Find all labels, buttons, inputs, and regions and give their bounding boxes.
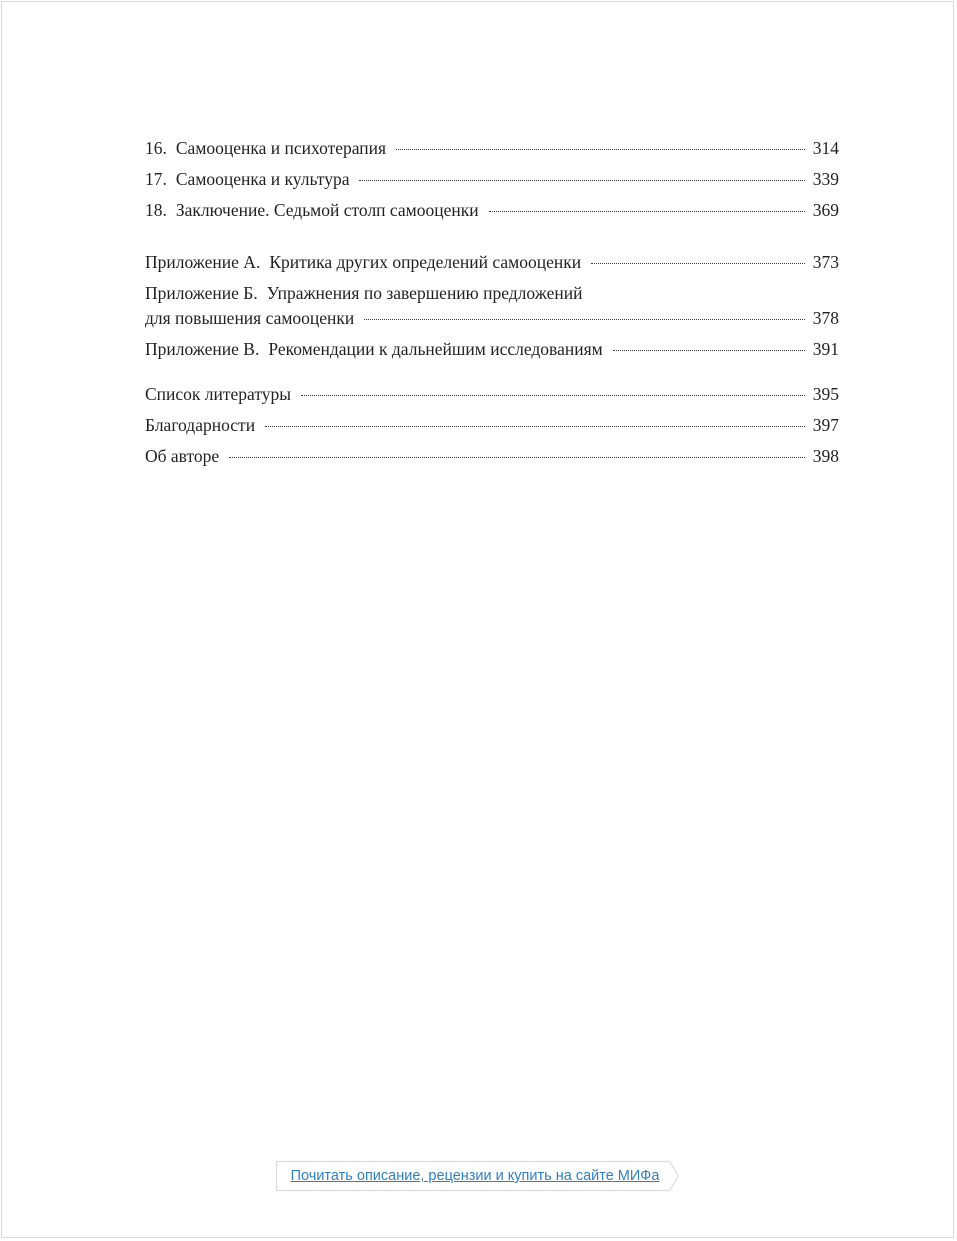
page-number: 369	[812, 200, 839, 220]
table-of-contents	[145, 137, 839, 467]
appendix-label: Приложение Б.	[145, 283, 258, 303]
chapter-number: 18.	[145, 200, 167, 220]
dot-leader	[364, 319, 804, 320]
dot-leader	[489, 211, 805, 212]
toc-entry-appendix-b[interactable]	[145, 282, 839, 329]
toc-entry-bibliography[interactable]	[145, 383, 839, 405]
appendix-title: Рекомендации к дальнейшим исследованиям	[268, 339, 603, 359]
chapter-title: Самооценка и психотерапия	[175, 138, 387, 158]
toc-entry-appendix-v[interactable]	[145, 338, 839, 360]
toc-entry-chapter-16[interactable]	[145, 137, 839, 159]
page-number: 398	[812, 446, 839, 466]
dot-leader	[359, 180, 804, 181]
page-number: 373	[812, 252, 839, 272]
toc-entry-title-line-2	[145, 307, 839, 329]
page-number: 339	[812, 169, 839, 189]
page-number: 395	[812, 384, 839, 404]
buy-on-mif-link[interactable]: Почитать описание, рецензии и купить на сайте МИФа	[290, 1168, 660, 1184]
toc-entry-title: Список литературы	[145, 384, 292, 404]
toc-entry-chapter-18[interactable]	[145, 199, 839, 221]
appendix-title: Критика других определений самооценки	[269, 252, 582, 272]
toc-entry-title	[145, 168, 349, 190]
page-number: 314	[812, 138, 839, 158]
buy-banner	[275, 1160, 680, 1192]
dot-leader	[591, 263, 805, 264]
chapter-title: Заключение. Седьмой столп самооценки	[175, 200, 479, 220]
dot-leader	[265, 426, 805, 427]
appendix-title-line-2: для повышения самооценки	[145, 308, 355, 328]
dot-leader	[396, 149, 805, 150]
toc-entry-title	[145, 251, 581, 273]
toc-entry-chapter-17[interactable]	[145, 168, 839, 190]
toc-entry-title	[145, 338, 603, 360]
toc-entry-title	[145, 137, 386, 159]
page-number: 391	[812, 339, 839, 359]
chapter-title: Самооценка и культура	[175, 169, 350, 189]
appendix-label: Приложение В.	[145, 339, 260, 359]
chapter-number: 16.	[145, 138, 167, 158]
page-number: 378	[812, 308, 839, 328]
chapter-number: 17.	[145, 169, 167, 189]
dot-leader	[613, 350, 805, 351]
toc-entry-title: Об авторе	[145, 446, 220, 466]
dot-leader	[229, 457, 805, 458]
toc-entry-title: Благодарности	[145, 415, 256, 435]
toc-entry-acknowledgements[interactable]	[145, 414, 839, 436]
toc-entry-title-line-1	[145, 282, 839, 304]
appendix-label: Приложение А.	[145, 252, 261, 272]
toc-entry-title	[145, 199, 479, 221]
toc-entry-appendix-a[interactable]	[145, 251, 839, 273]
appendix-title-line-1: Упражнения по завершению предложений	[266, 283, 583, 303]
dot-leader	[301, 395, 805, 396]
page-number: 397	[812, 415, 839, 435]
toc-entry-about-author[interactable]	[145, 445, 839, 467]
